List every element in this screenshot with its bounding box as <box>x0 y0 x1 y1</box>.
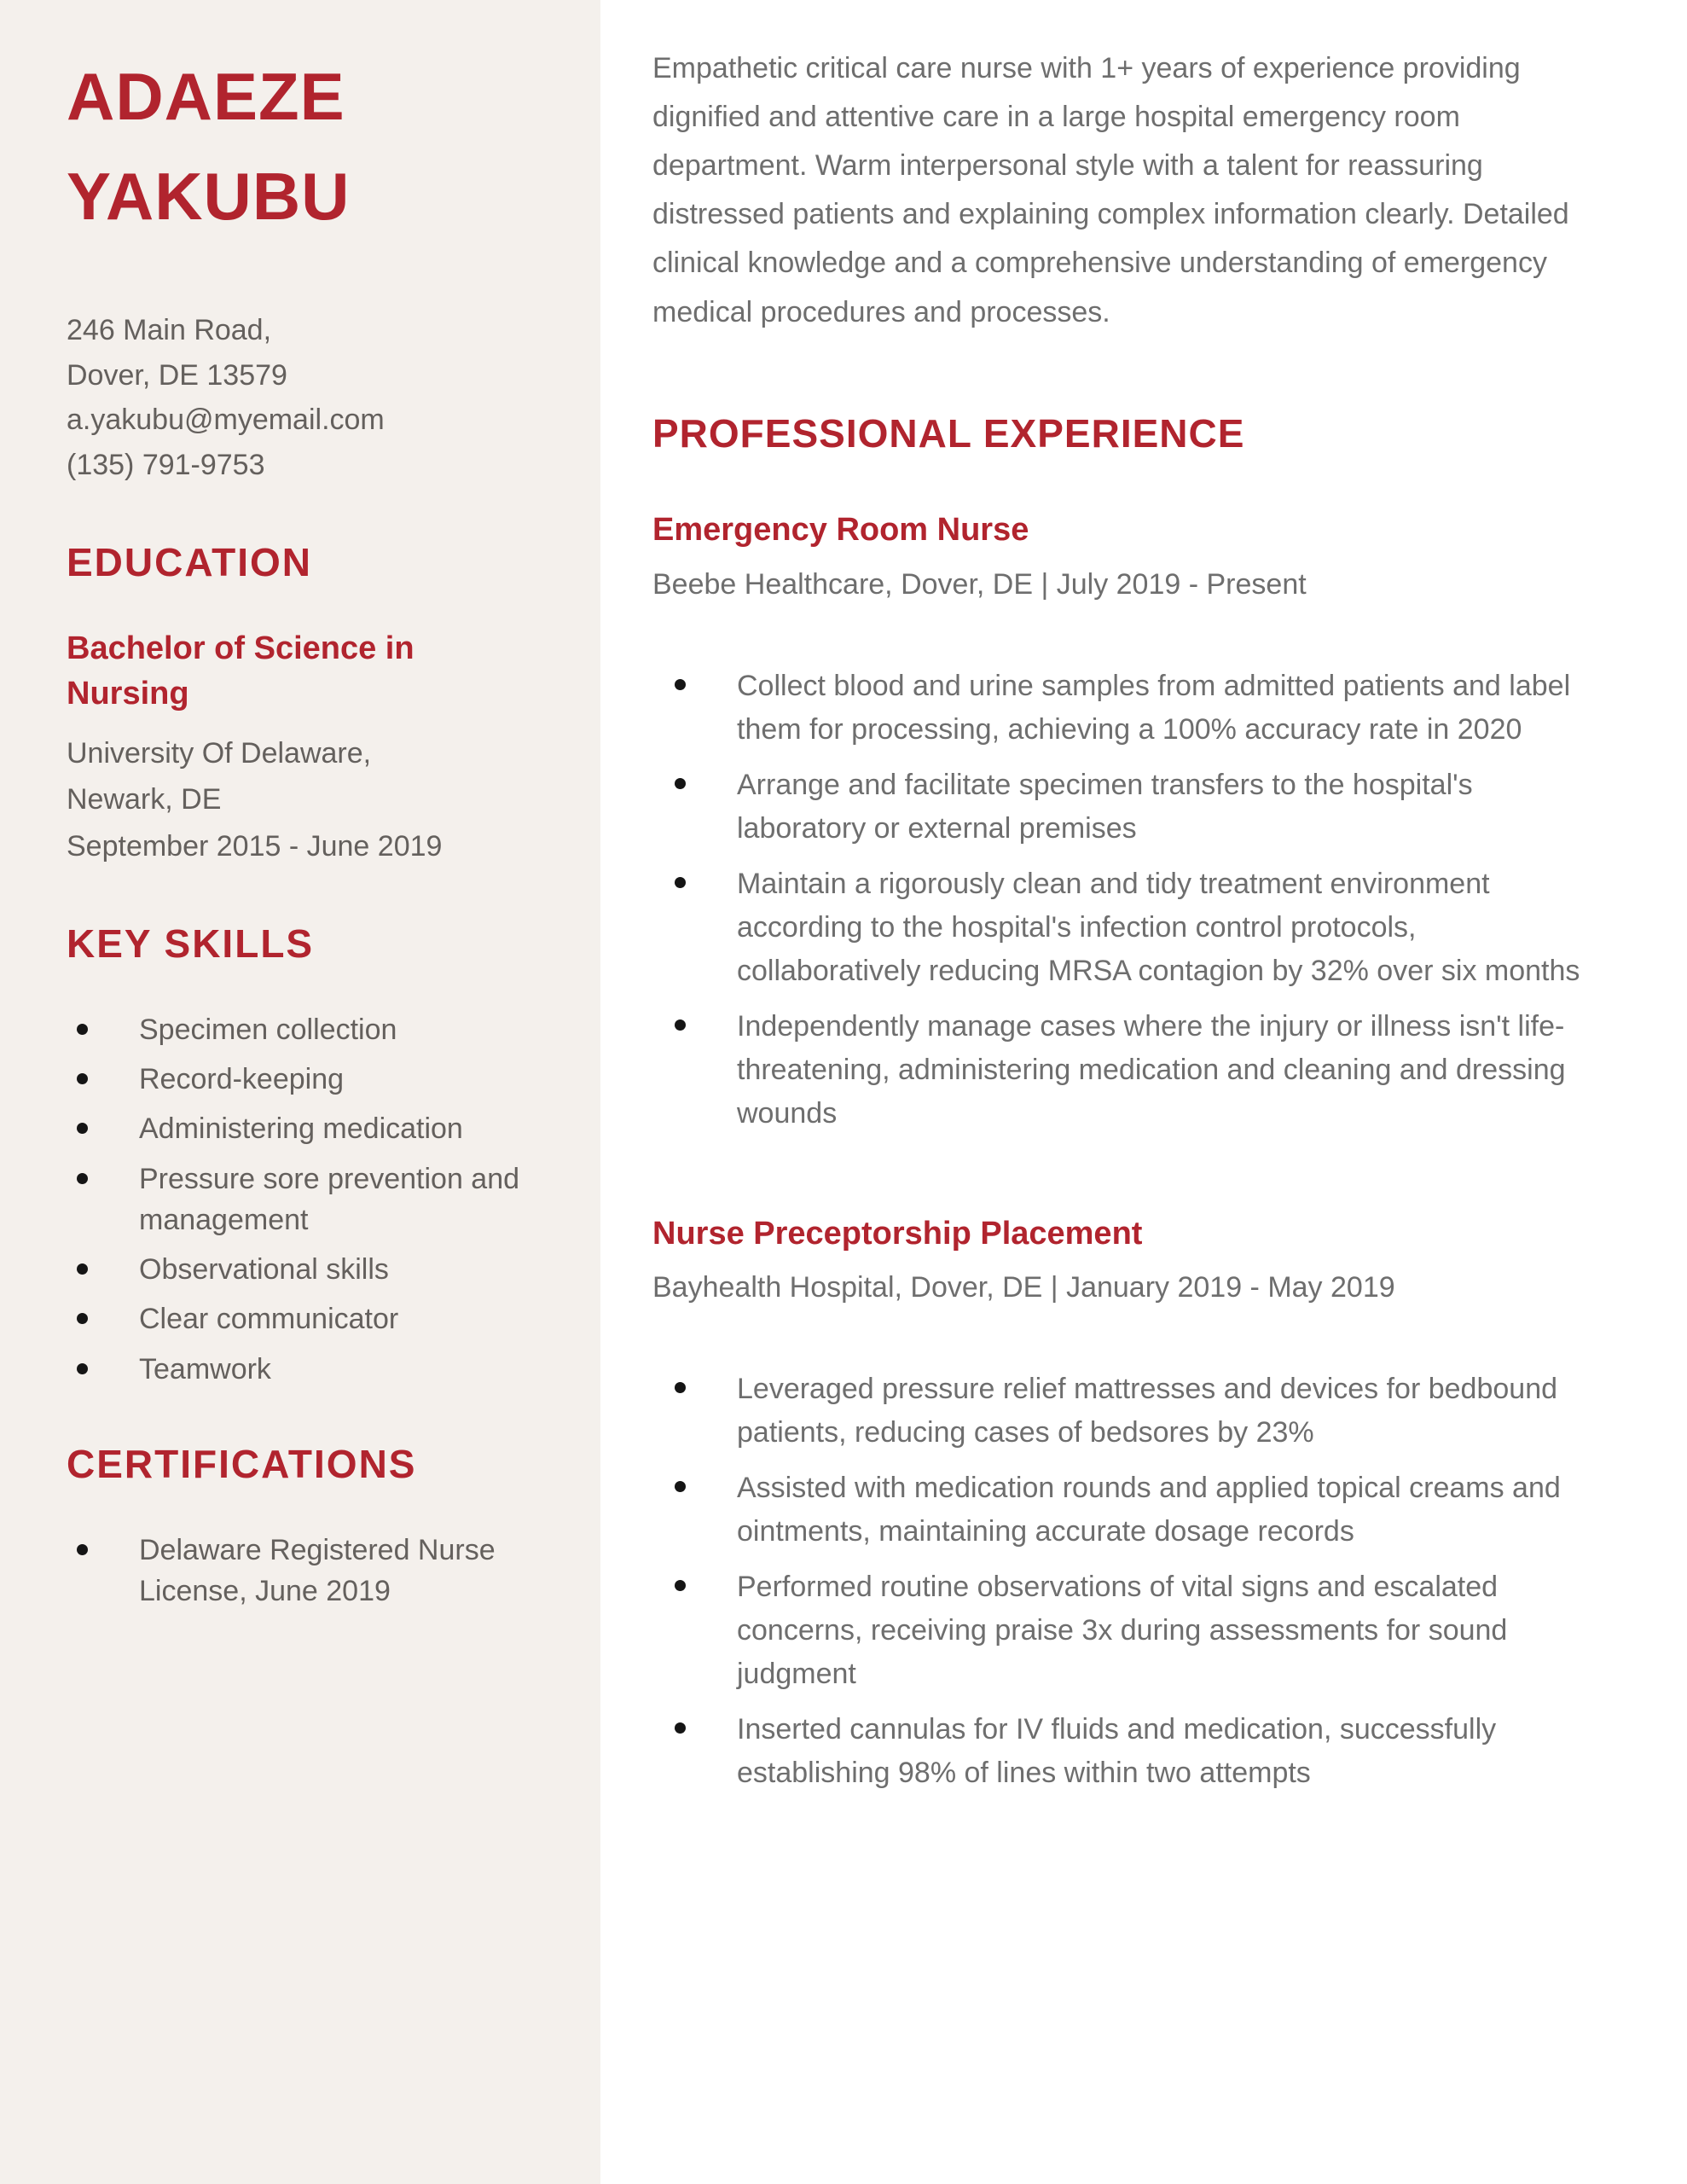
contact-line: a.yakubu@myemail.com <box>67 404 385 437</box>
bullet-dot <box>675 1722 686 1734</box>
bullet-dot <box>675 877 686 888</box>
bullet-dot <box>77 1363 88 1374</box>
contact-line: (135) 791-9753 <box>67 449 265 482</box>
main-column <box>600 0 1687 2184</box>
education-detail-line: University Of Delaware, <box>67 736 372 770</box>
contact-line: 246 Main Road, <box>67 314 272 346</box>
job-bullet <box>675 1565 1595 1696</box>
job-bullet-text: Assisted with medication rounds and applied topical creams and ointments, maintaining accurate dosage records <box>737 1472 1561 1548</box>
certifications-list <box>67 1530 565 1612</box>
bullet-dot <box>77 1073 88 1084</box>
skill-item <box>77 1298 565 1339</box>
skill-item <box>77 1108 565 1149</box>
job-bullet-list <box>652 1368 1595 1795</box>
job-bullet <box>675 863 1595 993</box>
key-skills-list <box>67 1009 565 1390</box>
skill-item <box>77 1059 565 1100</box>
job-bullet <box>675 665 1595 752</box>
job-bullet-text: Collect blood and urine samples from admitted patients and label them for processing, achieving a 100% accuracy rate in 2020 <box>737 669 1571 746</box>
bullet-dot <box>77 1263 88 1275</box>
bullet-dot <box>77 1313 88 1324</box>
skill-item-label: Administering medication <box>139 1112 463 1146</box>
job-bullet-text: Arrange and facilitate specimen transfers to the hospital's laboratory or external premises <box>737 768 1473 845</box>
job-bullet-text: Independently manage cases where the injury or illness isn't life-threatening, administering medication and cleaning and dressing wounds <box>737 1009 1566 1130</box>
skill-item-label: Teamwork <box>139 1352 271 1385</box>
job-bullet <box>675 764 1595 851</box>
bullet-dot <box>77 1123 88 1134</box>
education-detail-line: Newark, DE <box>67 783 222 816</box>
job-bullet <box>675 1708 1595 1795</box>
job-entry-emergency-room-nurse <box>652 508 1595 1135</box>
job-bullet-text: Maintain a rigorously clean and tidy treatment environment according to the hospital's infection control protocols, collaboratively reducing MRSA contagion by 32% over six months <box>737 867 1580 987</box>
bullet-dot <box>675 778 686 789</box>
certification-item <box>77 1530 565 1612</box>
skill-item <box>77 1159 565 1241</box>
skill-item-label: Specimen collection <box>139 1013 397 1046</box>
job-bullet-text: Leveraged pressure relief mattresses and devices for bedbound patients, reducing cases of bedsores by 23% <box>737 1373 1558 1449</box>
job-bullet-text: Performed routine observations of vital signs and escalated concerns, receiving praise 3x during assessments for sound judgment <box>737 1571 1508 1691</box>
bullet-dot <box>675 679 686 690</box>
skill-item-label: Record-keeping <box>139 1063 345 1096</box>
contact-line: Dover, DE 13579 <box>67 358 287 392</box>
bullet-dot <box>675 1580 686 1591</box>
skill-item-label: Observational skills <box>139 1253 389 1287</box>
bullet-dot <box>675 1019 686 1031</box>
bullet-dot <box>77 1544 88 1555</box>
bullet-dot <box>675 1481 686 1492</box>
skill-item-label: Clear communicator <box>139 1303 399 1336</box>
job-bullet <box>675 1368 1595 1455</box>
job-title: Emergency Room Nurse <box>652 512 1029 549</box>
bullet-dot <box>77 1173 88 1184</box>
skill-item <box>77 1249 565 1290</box>
bullet-dot <box>77 1024 88 1035</box>
job-meta: Beebe Healthcare, Dover, DE | July 2019 - Present <box>652 567 1307 601</box>
sidebar <box>0 0 600 2184</box>
experience-heading: PROFESSIONAL EXPERIENCE <box>652 410 1245 456</box>
job-bullet-list <box>652 665 1595 1136</box>
certifications-heading: CERTIFICATIONS <box>67 1442 417 1487</box>
education-degree: Bachelor of Science in Nursing <box>67 630 415 712</box>
education-heading: EDUCATION <box>67 539 313 584</box>
professional-summary: Empathetic critical care nurse with 1+ years of experience providing dignified and attentive care in a large hospital emergency room department. Warm interpersonal style with a talent for reassuring distressed patients and explaining complex information clearly. Detailed clinical knowledge and a comprehensive understanding of emergency medical procedures and processes. <box>652 52 1569 328</box>
education-details <box>67 730 565 869</box>
skill-item-label: Pressure sore prevention and management <box>139 1162 520 1236</box>
job-title: Nurse Preceptorship Placement <box>652 1215 1143 1252</box>
contact-block <box>67 308 565 488</box>
candidate-name: ADAEZE YAKUBU <box>67 59 351 234</box>
education-detail-line: September 2015 - June 2019 <box>67 829 443 863</box>
bullet-dot <box>675 1382 686 1393</box>
skill-item <box>77 1349 565 1390</box>
job-bullet <box>675 1467 1595 1554</box>
certification-item-label: Delaware Registered Nurse License, June 2019 <box>139 1533 496 1608</box>
key-skills-heading: KEY SKILLS <box>67 921 315 967</box>
job-entry-nurse-preceptorship <box>652 1212 1595 1795</box>
job-bullet-text: Inserted cannulas for IV fluids and medication, successfully establishing 98% of lines within two attempts <box>737 1713 1497 1790</box>
skill-item <box>77 1009 565 1050</box>
job-meta: Bayhealth Hospital, Dover, DE | January 2019 - May 2019 <box>652 1271 1395 1304</box>
job-bullet <box>675 1005 1595 1136</box>
